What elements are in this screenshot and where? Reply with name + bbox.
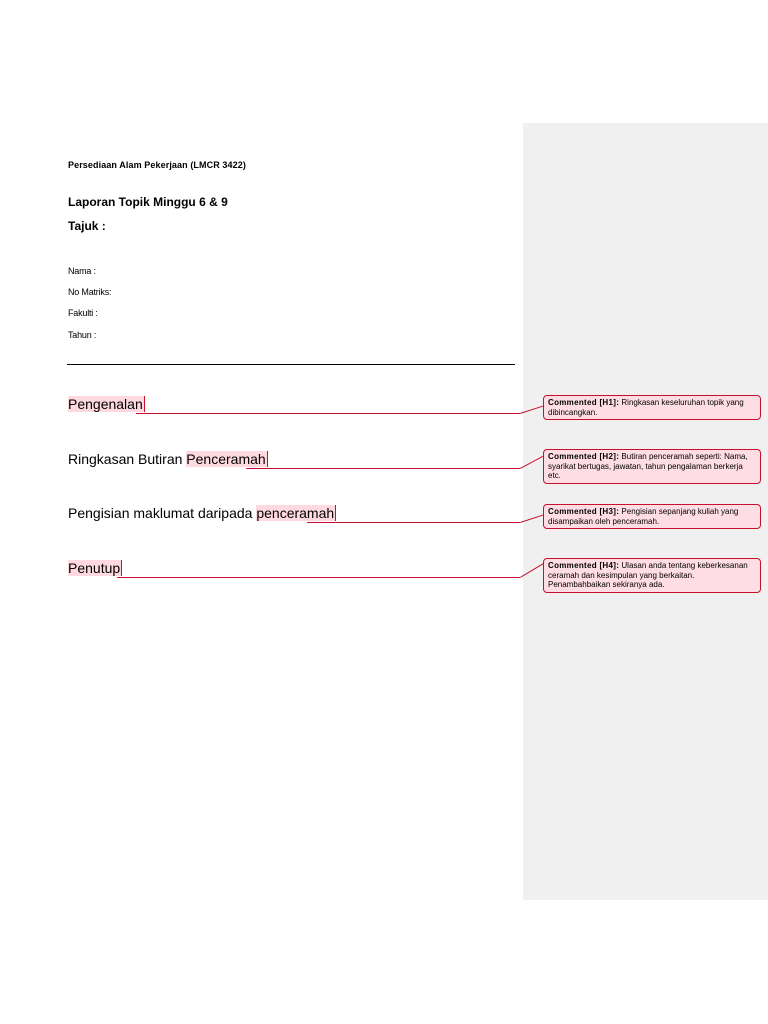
- comment-label: Commented [H4]:: [548, 561, 620, 570]
- comment-text: Pengisian sepanjang kuliah yang disampaikan oleh penceramah.: [548, 507, 739, 526]
- section-heading-pengenalan[interactable]: [68, 395, 145, 413]
- field-tahun: Tahun :: [68, 330, 97, 340]
- comment-anchor-h3[interactable]: penceramah: [256, 505, 335, 521]
- comment-label: Commented [H3]:: [548, 507, 620, 516]
- comment-h2[interactable]: [543, 449, 761, 484]
- comment-text: Butiran penceramah seperti: Nama, syarikat bertugas, jawatan, tahun pengalaman berkerja etc.: [548, 452, 748, 480]
- section-heading-pengisian[interactable]: [68, 504, 336, 522]
- course-name: Persediaan Alam Pekerjaan (LMCR 3422): [68, 160, 246, 170]
- report-title: Laporan Topik Minggu 6 & 9: [68, 195, 228, 209]
- comment-h1[interactable]: [543, 395, 761, 420]
- comment-anchor-h4[interactable]: Penutup: [68, 560, 121, 576]
- field-nama: Nama :: [68, 266, 96, 276]
- comment-anchor-h1[interactable]: Pengenalan: [68, 396, 143, 412]
- comment-text: Ringkasan keseluruhan topik yang dibincangkan.: [548, 398, 744, 417]
- comment-label: Commented [H1]:: [548, 398, 620, 407]
- section-heading-ringkasan[interactable]: [68, 450, 268, 468]
- comment-label: Commented [H2]:: [548, 452, 620, 461]
- comment-anchor-line-h1: [136, 413, 520, 414]
- section-prefix: Pengisian maklumat daripada: [68, 505, 257, 521]
- field-no-matriks: No Matriks:: [68, 287, 112, 297]
- horizontal-rule: [67, 364, 515, 365]
- comment-text: Ulasan anda tentang keberkesanan ceramah dan kesimpulan yang berkaitan. Penambahbaikan sekiranya ada.: [548, 561, 748, 589]
- report-subtitle: Tajuk :: [68, 219, 106, 233]
- comment-anchor-line-h4: [117, 577, 520, 578]
- comment-anchor-line-h3: [307, 522, 520, 523]
- field-fakulti: Fakulti :: [68, 308, 98, 318]
- section-prefix: Ringkasan Butiran: [68, 451, 187, 467]
- comment-anchor-line-h2: [246, 468, 520, 469]
- comment-h4[interactable]: [543, 558, 761, 593]
- section-heading-penutup[interactable]: [68, 559, 122, 577]
- comment-h3[interactable]: [543, 504, 761, 529]
- comment-anchor-h2[interactable]: Penceramah: [186, 451, 266, 467]
